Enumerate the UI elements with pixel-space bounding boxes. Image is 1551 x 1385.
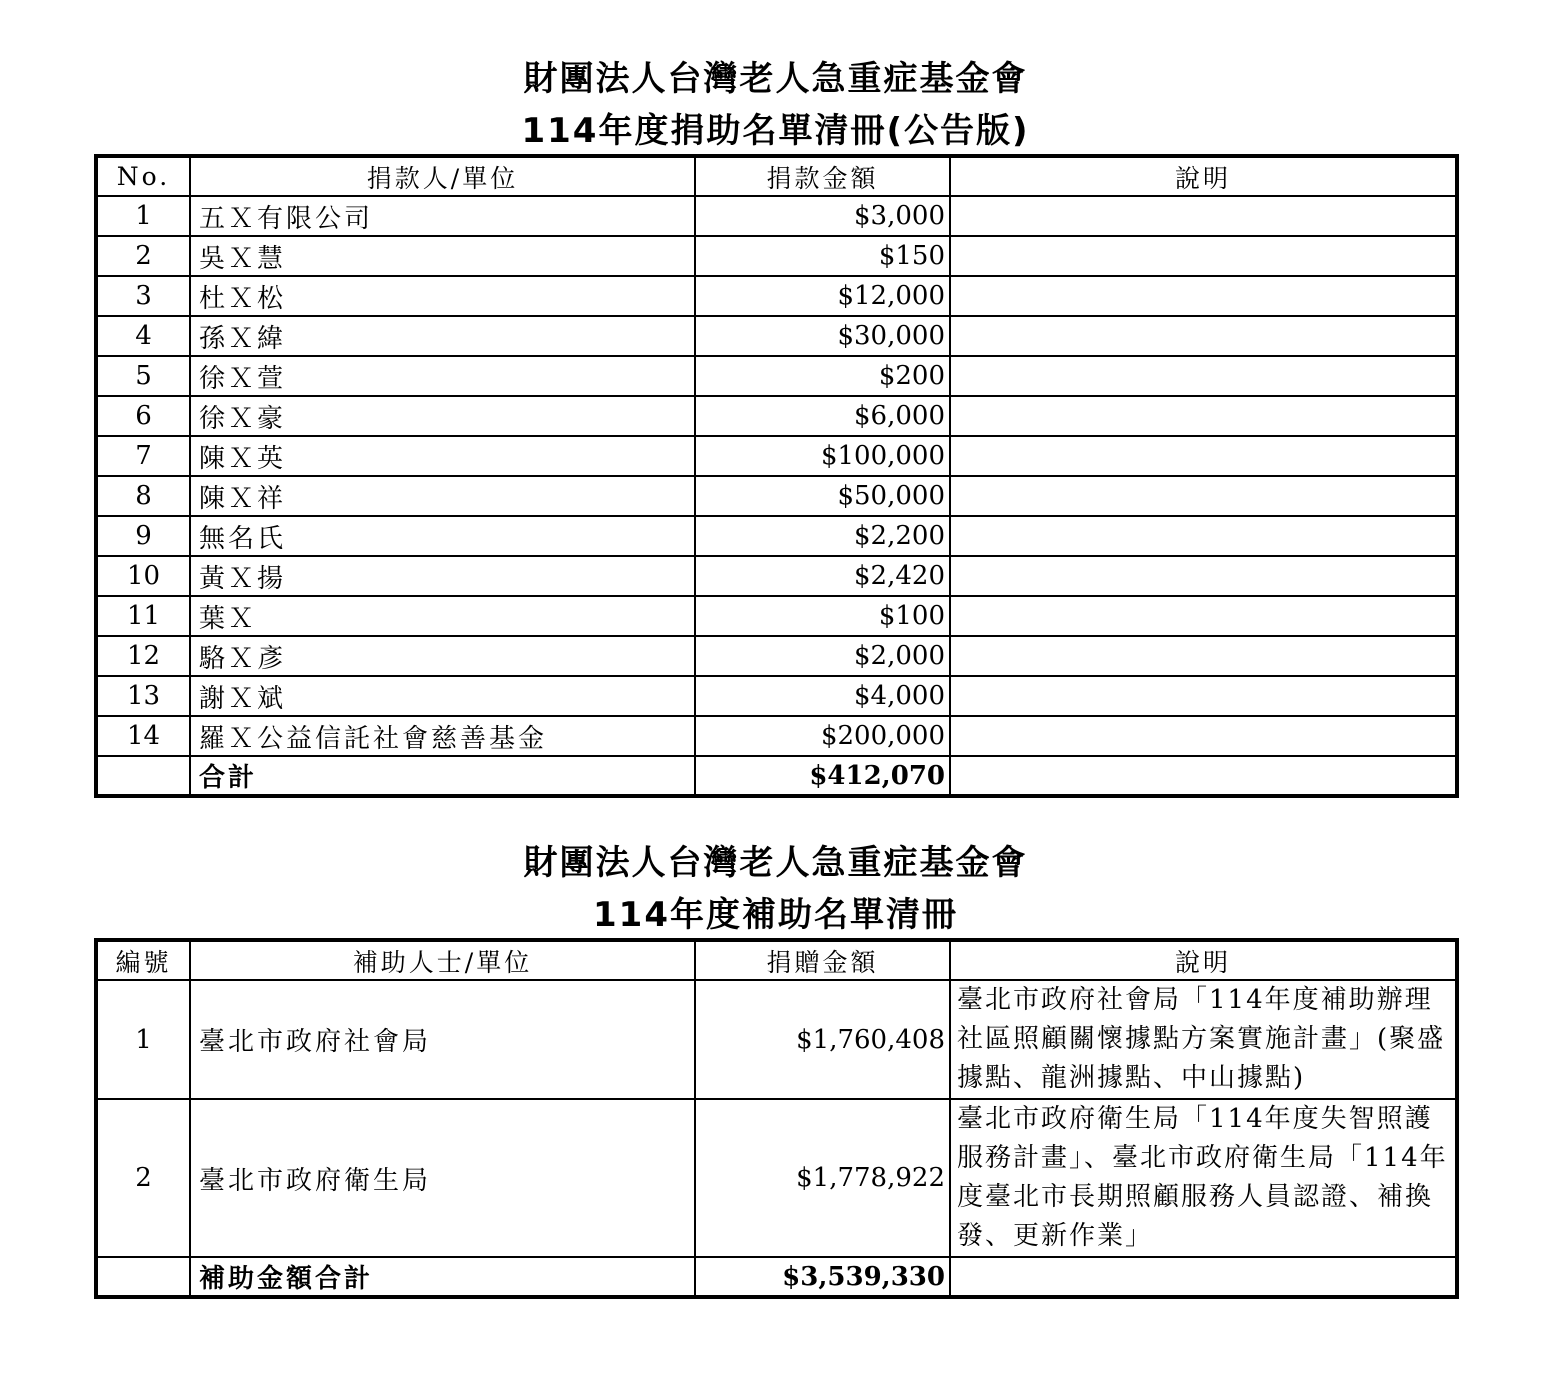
row-amount: $3,000: [695, 196, 950, 236]
row-amount: $2,200: [695, 516, 950, 556]
row-no: 1: [96, 980, 190, 1099]
row-note: [950, 316, 1457, 356]
row-note: [950, 636, 1457, 676]
row-donor: 五Ｘ有限公司: [190, 196, 695, 236]
total-amount: $412,070: [695, 756, 950, 796]
row-note: [950, 276, 1457, 316]
table-row: [96, 516, 1457, 556]
row-amount: $6,000: [695, 396, 950, 436]
row-donor: 徐Ｘ萱: [190, 356, 695, 396]
donation-total-row: [96, 756, 1457, 796]
subsidy-header-row: [96, 940, 1457, 980]
donation-table: [94, 154, 1459, 798]
table-row: [96, 636, 1457, 676]
total-no-cell: [96, 1257, 190, 1297]
subsidy-total-row: [96, 1257, 1457, 1297]
row-no: 1: [96, 196, 190, 236]
row-no: 12: [96, 636, 190, 676]
row-amount: $2,000: [695, 636, 950, 676]
row-amount: $200: [695, 356, 950, 396]
row-note: [950, 516, 1457, 556]
row-recipient: 臺北市政府社會局: [190, 980, 695, 1099]
table-row: [96, 556, 1457, 596]
row-donor: 羅Ｘ公益信託社會慈善基金: [190, 716, 695, 756]
donation-header-row: [96, 156, 1457, 196]
row-no: 2: [96, 1099, 190, 1257]
row-no: 9: [96, 516, 190, 556]
table-row: [96, 716, 1457, 756]
table-row: [96, 276, 1457, 316]
row-no: 11: [96, 596, 190, 636]
row-donor: 吳Ｘ慧: [190, 236, 695, 276]
row-donor: 杜Ｘ松: [190, 276, 695, 316]
total-note-cell: [950, 1257, 1457, 1297]
row-donor: 黃Ｘ揚: [190, 556, 695, 596]
row-amount: $200,000: [695, 716, 950, 756]
header-amount: 捐贈金額: [695, 940, 950, 980]
total-no-cell: [96, 756, 190, 796]
row-note: [950, 436, 1457, 476]
row-no: 3: [96, 276, 190, 316]
table-row: [96, 356, 1457, 396]
row-donor: 葉Ｘ: [190, 596, 695, 636]
row-amount: $2,420: [695, 556, 950, 596]
total-note-cell: [950, 756, 1457, 796]
table-row: [96, 1099, 1457, 1257]
total-label: 補助金額合計: [190, 1257, 695, 1297]
row-note: [950, 236, 1457, 276]
row-amount: $12,000: [695, 276, 950, 316]
header-no: 編號: [96, 940, 190, 980]
row-no: 10: [96, 556, 190, 596]
row-note: 臺北市政府社會局「114年度補助辦理社區照顧關懷據點方案實施計畫」(聚盛據點、龍洲據點、中山據點): [950, 980, 1457, 1099]
donation-title-line2: 114年度捐助名單清冊(公告版): [521, 111, 1030, 151]
total-label: 合計: [190, 756, 695, 796]
row-amount: $1,778,922: [695, 1099, 950, 1257]
header-recipient: 補助人士/單位: [190, 940, 695, 980]
row-no: 14: [96, 716, 190, 756]
table-row: [96, 236, 1457, 276]
row-donor: 陳Ｘ祥: [190, 476, 695, 516]
donation-title-line1: 財團法人台灣老人急重症基金會: [523, 59, 1028, 99]
row-note: [950, 556, 1457, 596]
row-amount: $100: [695, 596, 950, 636]
table-row: [96, 980, 1457, 1099]
row-amount: $30,000: [695, 316, 950, 356]
row-no: 7: [96, 436, 190, 476]
row-note: [950, 476, 1457, 516]
header-no: No.: [96, 156, 190, 196]
table-row: [96, 316, 1457, 356]
table-row: [96, 436, 1457, 476]
row-note: [950, 396, 1457, 436]
row-amount: $1,760,408: [695, 980, 950, 1099]
subsidy-table: [94, 938, 1459, 1299]
row-donor: 無名氏: [190, 516, 695, 556]
row-no: 6: [96, 396, 190, 436]
row-note: [950, 676, 1457, 716]
row-donor: 孫Ｘ緯: [190, 316, 695, 356]
table-row: [96, 596, 1457, 636]
table-row: [96, 676, 1457, 716]
row-no: 2: [96, 236, 190, 276]
row-no: 5: [96, 356, 190, 396]
header-note: 說明: [950, 156, 1457, 196]
row-amount: $50,000: [695, 476, 950, 516]
row-note: [950, 356, 1457, 396]
row-note: 臺北市政府衛生局「114年度失智照護服務計畫」、臺北市政府衛生局「114年度臺北市長期照顧服務人員認證、補換發、更新作業」: [950, 1099, 1457, 1257]
row-donor: 駱Ｘ彥: [190, 636, 695, 676]
table-row: [96, 196, 1457, 236]
table-row: [96, 476, 1457, 516]
header-donor: 捐款人/單位: [190, 156, 695, 196]
row-note: [950, 196, 1457, 236]
row-recipient: 臺北市政府衛生局: [190, 1099, 695, 1257]
row-amount: $100,000: [695, 436, 950, 476]
row-amount: $150: [695, 236, 950, 276]
header-note: 說明: [950, 940, 1457, 980]
header-amount: 捐款金額: [695, 156, 950, 196]
row-no: 8: [96, 476, 190, 516]
row-no: 4: [96, 316, 190, 356]
total-amount: $3,539,330: [695, 1257, 950, 1297]
row-amount: $4,000: [695, 676, 950, 716]
row-donor: 陳Ｘ英: [190, 436, 695, 476]
row-note: [950, 596, 1457, 636]
row-note: [950, 716, 1457, 756]
row-no: 13: [96, 676, 190, 716]
subsidy-title-line2: 114年度補助名單清冊: [593, 895, 958, 935]
row-donor: 徐Ｘ豪: [190, 396, 695, 436]
subsidy-title-line1: 財團法人台灣老人急重症基金會: [523, 843, 1028, 883]
row-donor: 謝Ｘ斌: [190, 676, 695, 716]
table-row: [96, 396, 1457, 436]
